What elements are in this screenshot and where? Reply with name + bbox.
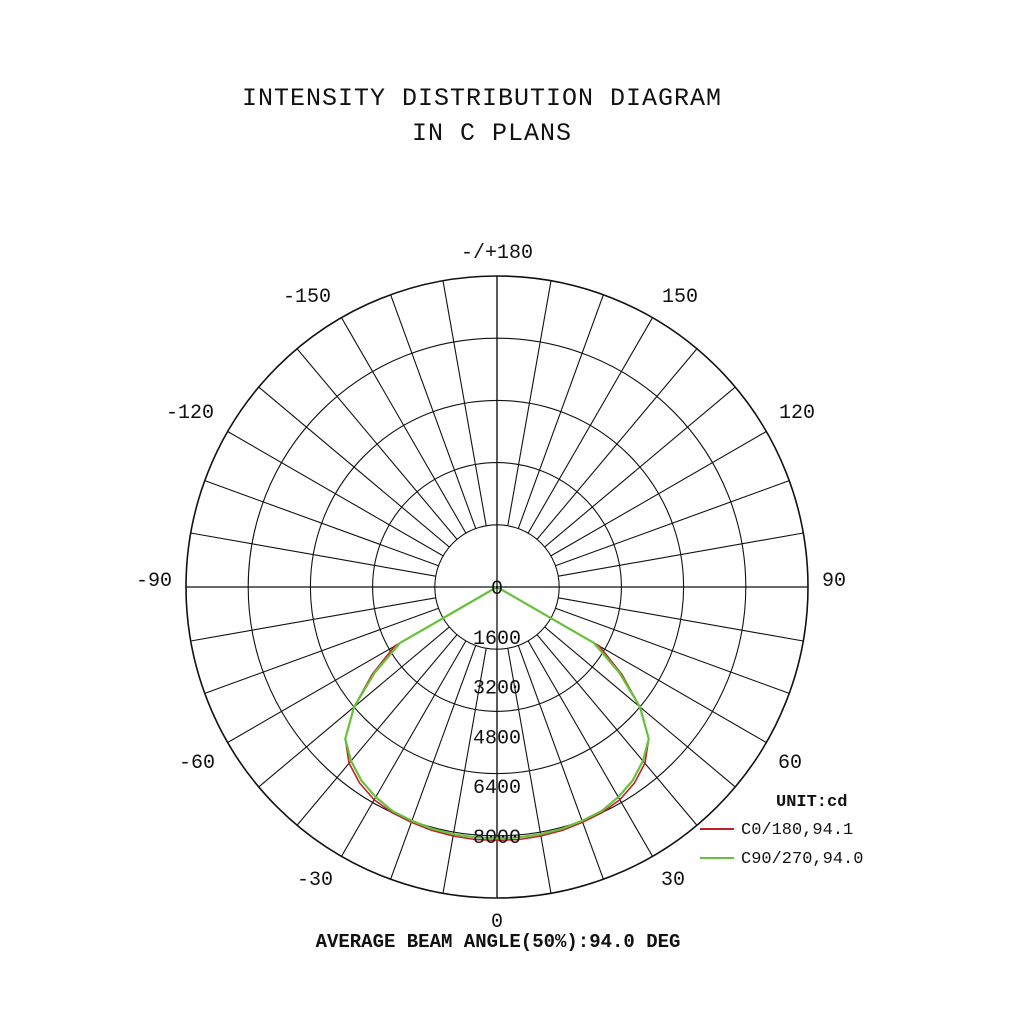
grid-spoke [205,481,439,566]
beam-angle-note: AVERAGE BEAM ANGLE(50%):94.0 DEG [315,931,681,953]
grid-spoke [528,318,652,533]
ring-tick-label: 4800 [472,727,522,751]
grid-spoke [551,432,766,556]
chart-title: INTENSITY DISTRIBUTION DIAGRAM [241,84,723,113]
grid-spoke [558,533,803,576]
grid-spoke [508,281,551,526]
grid-spoke [555,481,789,566]
legend-entry: C90/270,94.0 [741,850,864,869]
grid-spoke [191,598,436,641]
grid-spoke [443,281,486,526]
grid-spoke [228,432,443,556]
grid-spoke [545,387,736,547]
grid-spoke [555,608,789,693]
grid-spoke [558,598,803,641]
angle-label: 0 [490,911,504,934]
grid-spoke [297,349,457,540]
angle-label: -30 [296,869,334,892]
angle-label: -/+180 [460,242,534,265]
ring-tick-label: 3200 [472,677,522,701]
grid-spoke [537,635,697,826]
grid-spoke [259,387,450,547]
ring-tick-label: 1600 [472,627,522,651]
grid-spoke [518,645,603,879]
grid-spoke [191,533,436,576]
chart-subtitle: IN C PLANS [411,119,573,148]
legend [700,821,863,869]
grid-spoke [342,318,466,533]
angle-label: 90 [821,570,847,593]
legend-entry: C0/180,94.1 [741,821,854,840]
grid-spoke [518,295,603,529]
ring-tick-label: 6400 [472,777,522,800]
grid-spoke [391,295,476,529]
grid-spoke [297,635,457,826]
angle-label: -150 [282,286,332,309]
grid-spoke [537,349,697,540]
angle-label: -90 [135,570,173,593]
angle-label: 60 [777,752,803,775]
ring-tick-label: 0 [490,578,504,601]
grid-spoke [205,608,439,693]
grid-spoke [342,641,466,856]
ring-tick-label: 8000 [472,826,522,850]
angle-label: 150 [661,286,699,309]
angle-label: 120 [778,402,816,425]
grid-spoke [528,641,652,856]
angle-label: -60 [178,752,216,775]
angle-label: -120 [165,402,215,425]
grid-spoke [391,645,476,879]
unit-label: UNIT:cd [776,793,848,812]
angle-label: 30 [660,869,686,892]
